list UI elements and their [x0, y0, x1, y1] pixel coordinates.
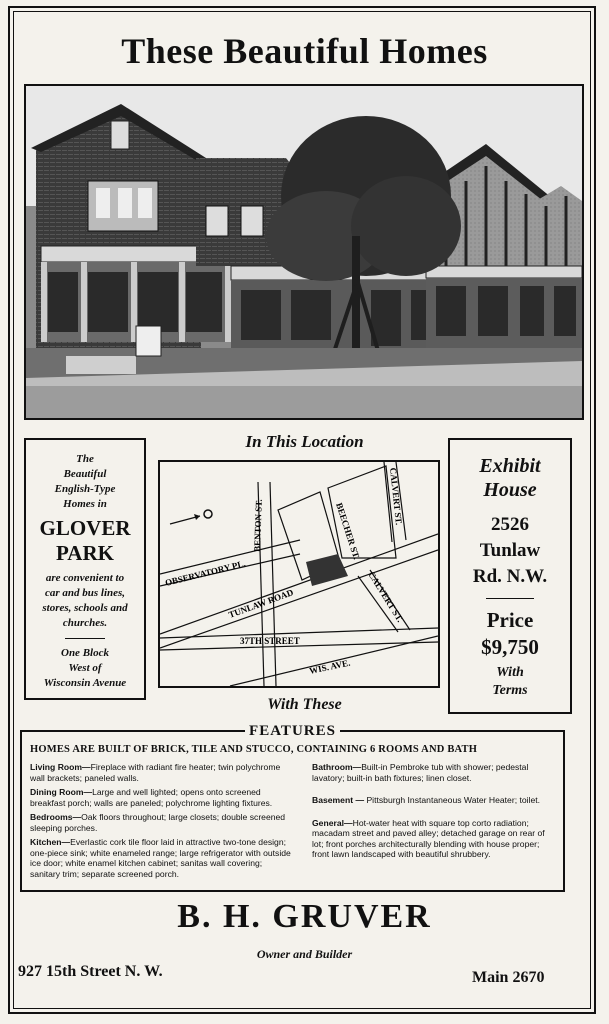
desc-line: churches. [62, 617, 108, 629]
map-label-calvert-mid: CALVERT ST. [366, 569, 406, 624]
houses-photo [24, 84, 584, 420]
feature-text: Everlastic cork tile floor laid in attractive two-tone design; one-piece sink; white enameled range; large refrigerator with outside ice door; white enamel kitchen cabinet; sanitas wall covering; sanitary trim; separate screened porch. [30, 837, 291, 879]
location-heading: In This Location [245, 432, 364, 451]
loc-line: Wisconsin Avenue [43, 677, 127, 689]
builder-phone: Main 2670 [472, 969, 545, 986]
builder-address: 927 15th Street N. W. [18, 963, 163, 980]
address-line: 2526 [491, 514, 529, 535]
features-subtitle: HOMES ARE BUILT OF BRICK, TILE AND STUCCO, CONTAINING 6 ROOMS AND BATH [30, 744, 478, 755]
desc-line: are convenient to [45, 572, 125, 584]
intro-line: The [76, 453, 94, 465]
feature-item [30, 762, 292, 783]
feature-label: Living Room— [30, 762, 91, 772]
feature-label: Basement — [312, 795, 367, 805]
feature-item [312, 818, 557, 860]
feature-label: Bedrooms— [30, 812, 82, 822]
loc-line: West of [68, 662, 102, 674]
features-right-column [312, 762, 557, 864]
feature-item [312, 795, 557, 806]
feature-text: Pittsburgh Instantaneous Water Heater; toilet. [366, 795, 541, 805]
price-label: Price [486, 608, 534, 632]
map-label-wis: WIS. AVE. [308, 657, 352, 676]
divider [486, 598, 534, 599]
feature-item [312, 762, 557, 783]
feature-label: Bathroom— [312, 762, 362, 772]
map-label-benton: BENTON ST. [252, 499, 264, 553]
builder-name: B. H. GRUVER [177, 898, 432, 935]
map-label-37th: 37TH STREET [240, 636, 300, 646]
feature-text: Large and well lighted; opens onto screened breakfast porch; walls are paneled; polychrome lighting fixtures. [30, 787, 273, 808]
headline: These Beautiful Homes [121, 31, 488, 71]
intro-line: Homes in [63, 498, 107, 510]
feature-item [30, 837, 292, 879]
with-these-heading: With These [267, 696, 342, 713]
map-label-calvert-top: CALVERT ST. [388, 467, 404, 526]
exhibit-line: Exhibit [479, 455, 541, 477]
terms-line: Terms [492, 683, 528, 698]
address-line: Rd. N.W. [472, 566, 548, 587]
desc-line: stores, schools and [42, 602, 128, 614]
desc-line: car and bus lines, [44, 587, 126, 599]
place-name: GLOVER [39, 516, 131, 540]
intro-line: English-Type [54, 483, 116, 495]
builder-role: Owner and Builder [256, 947, 353, 961]
exhibit-line: House [483, 479, 537, 501]
divider [65, 638, 105, 639]
intro-line: Beautiful [63, 468, 107, 480]
feature-label: General— [312, 817, 353, 828]
feature-item [30, 787, 292, 808]
feature-label: Dining Room— [30, 787, 93, 797]
price-value: $9,750 [481, 635, 539, 659]
exhibit-house-box [448, 438, 572, 714]
features-title: FEATURES [245, 723, 340, 739]
feature-label: Kitchen— [30, 837, 71, 847]
address-line: Tunlaw [479, 540, 541, 561]
map-label-beecher: BEECHER ST. [334, 501, 362, 561]
terms-line: With [496, 665, 524, 680]
map-label-observatory: OBSERVATORY PL. [164, 558, 247, 588]
loc-line: One Block [61, 647, 109, 659]
feature-text: Fireplace with radiant fire heater; twin polychrome wall brackets; paneled walls. [30, 762, 281, 783]
place-name: PARK [56, 541, 114, 565]
features-left-column [30, 762, 292, 883]
features-box [20, 723, 565, 892]
feature-item [30, 812, 292, 833]
map-label-tunlaw: TUNLAW ROAD [227, 587, 295, 620]
feature-text: Built-in Pembroke tub with shower; pedestal lavatory; built-in bath fixtures; linen closet. [312, 762, 529, 783]
glover-park-box [24, 438, 146, 700]
location-map [158, 460, 440, 688]
feature-text: Oak floors throughout; large closets; double screened sleeping porches. [30, 812, 286, 833]
feature-text: Hot-water heat with square top corto radiation; macadam street and paved alley; detached garage on rear of lot; front porches architecturally blending with house proper; front lawn landscaped with beautiful shrubbery. [312, 817, 545, 859]
